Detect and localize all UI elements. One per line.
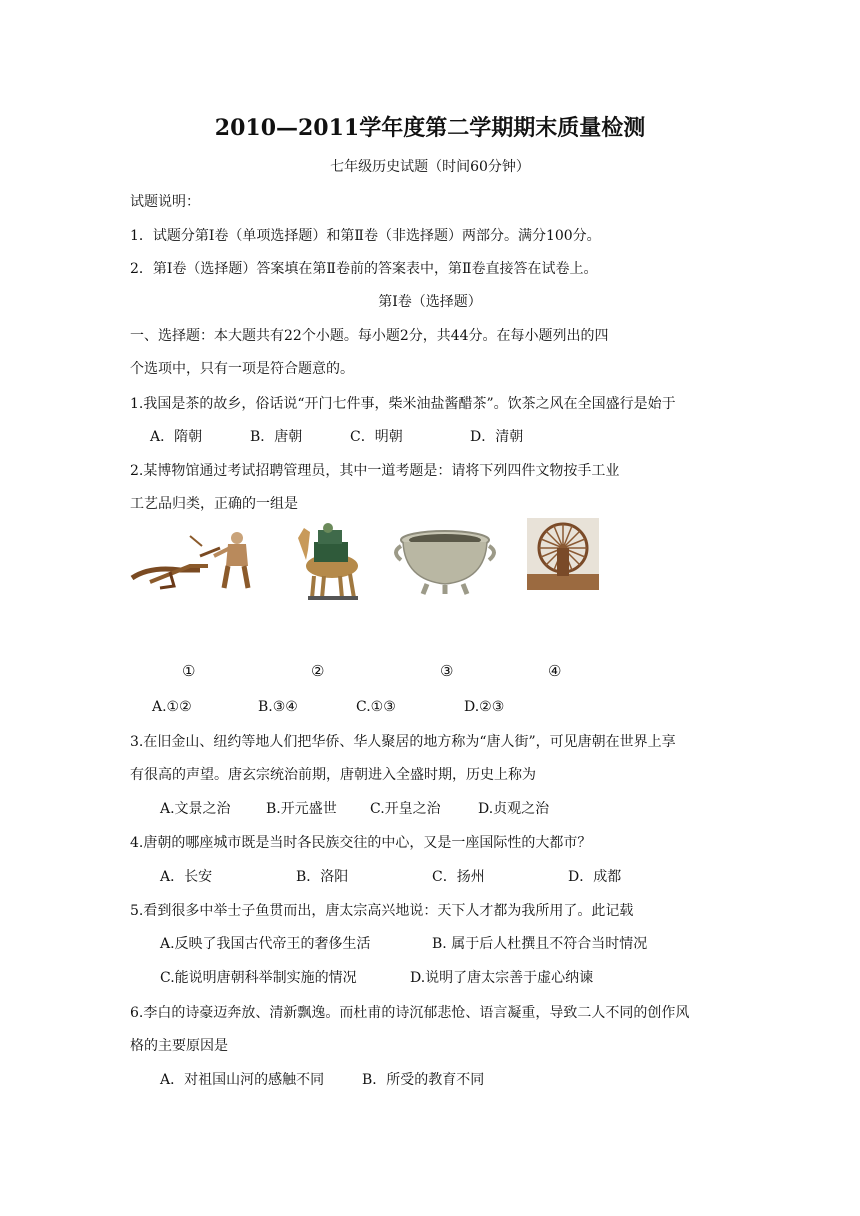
option-d[interactable]: D.贞观之治 — [478, 801, 550, 817]
option-d[interactable]: D.说明了唐太宗善于虚心纳谏 — [410, 970, 594, 986]
option-a[interactable]: A．隋朝 — [150, 429, 203, 445]
question-stem: 4.唐朝的哪座城市既是当时各民族交往的中心，又是一座国际性的大都市？ — [130, 835, 592, 851]
option-a[interactable]: A.①② — [152, 699, 192, 715]
image-number: ① — [182, 662, 196, 680]
plough-image — [130, 526, 255, 592]
option-a[interactable]: A．长安 — [160, 869, 213, 885]
option-d[interactable]: D.②③ — [464, 699, 505, 715]
image-number: ④ — [548, 662, 562, 680]
option-c[interactable]: C．明朝 — [350, 429, 403, 445]
note-item: 1．试题分第Ⅰ卷（单项选择题）和第Ⅱ卷（非选择题）两部分。满分100分。 — [130, 228, 601, 244]
exam-title: 2010—2011学年度第二学期期末质量检测 — [214, 115, 646, 141]
section-title: 第Ⅰ卷（选择题） — [378, 294, 482, 310]
option-b[interactable]: B．所受的教育不同 — [362, 1072, 485, 1088]
question-stem: 有很高的声望。唐玄宗统治前期，唐朝进入全盛时期，历史上称为 — [130, 767, 536, 783]
note-item: 2．第Ⅰ卷（选择题）答案填在第Ⅱ卷前的答案表中，第Ⅱ卷直接答在试卷上。 — [130, 261, 598, 277]
option-a[interactable]: A．对祖国山河的感触不同 — [160, 1072, 325, 1088]
exam-subtitle: 七年级历史试题（时间60分钟） — [330, 159, 530, 175]
option-a[interactable]: A.反映了我国古代帝王的奢侈生活 — [160, 936, 371, 952]
question-stem: 2.某博物馆通过考试招聘管理员，其中一道考题是：请将下列四件文物按手工业 — [130, 463, 620, 479]
question-stem: 格的主要原因是 — [130, 1038, 228, 1054]
option-b[interactable]: B.开元盛世 — [266, 801, 337, 817]
option-c[interactable]: C.①③ — [356, 699, 396, 715]
option-c[interactable]: C．扬州 — [432, 869, 485, 885]
question-stem: 6.李白的诗豪迈奔放、清新飘逸。而杜甫的诗沉郁悲怆、语言凝重，导致二人不同的创作风 — [130, 1005, 690, 1021]
waterwheel-image — [527, 518, 599, 590]
question-stem: 5.看到很多中举士子鱼贯而出，唐太宗高兴地说：天下人才都为我所用了。此记载 — [130, 903, 634, 919]
option-b[interactable]: B．唐朝 — [250, 429, 303, 445]
section-instruction: 个选项中，只有一项是符合题意的。 — [130, 361, 354, 377]
option-d[interactable]: D．清朝 — [470, 429, 524, 445]
option-b[interactable]: B.③④ — [258, 699, 298, 715]
image-number: ③ — [440, 662, 454, 680]
option-c[interactable]: C.能说明唐朝科举制实施的情况 — [160, 970, 357, 986]
section-instruction: 一、选择题：本大题共有22个小题。每小题2分，共44分。在每小题列出的四 — [130, 328, 609, 344]
image-number: ② — [311, 662, 325, 680]
option-a[interactable]: A.文景之治 — [160, 801, 231, 817]
question-stem: 工艺品归类，正确的一组是 — [130, 496, 298, 512]
censer-image — [393, 526, 498, 596]
option-b[interactable]: B. 属于后人杜撰且不符合当时情况 — [432, 936, 648, 952]
question-stem: 3.在旧金山、纽约等地人们把华侨、华人聚居的地方称为“唐人街”，可见唐朝在世界上享 — [130, 734, 676, 750]
notes-heading: 试题说明： — [130, 194, 200, 210]
question-stem: 1.我国是茶的故乡，俗话说“开门七件事，柴米油盐酱醋茶”。饮茶之风在全国盛行是始于 — [130, 396, 676, 412]
camel-image — [292, 520, 368, 602]
option-d[interactable]: D．成都 — [568, 869, 622, 885]
option-c[interactable]: C.开皇之治 — [370, 801, 441, 817]
option-b[interactable]: B．洛阳 — [296, 869, 349, 885]
